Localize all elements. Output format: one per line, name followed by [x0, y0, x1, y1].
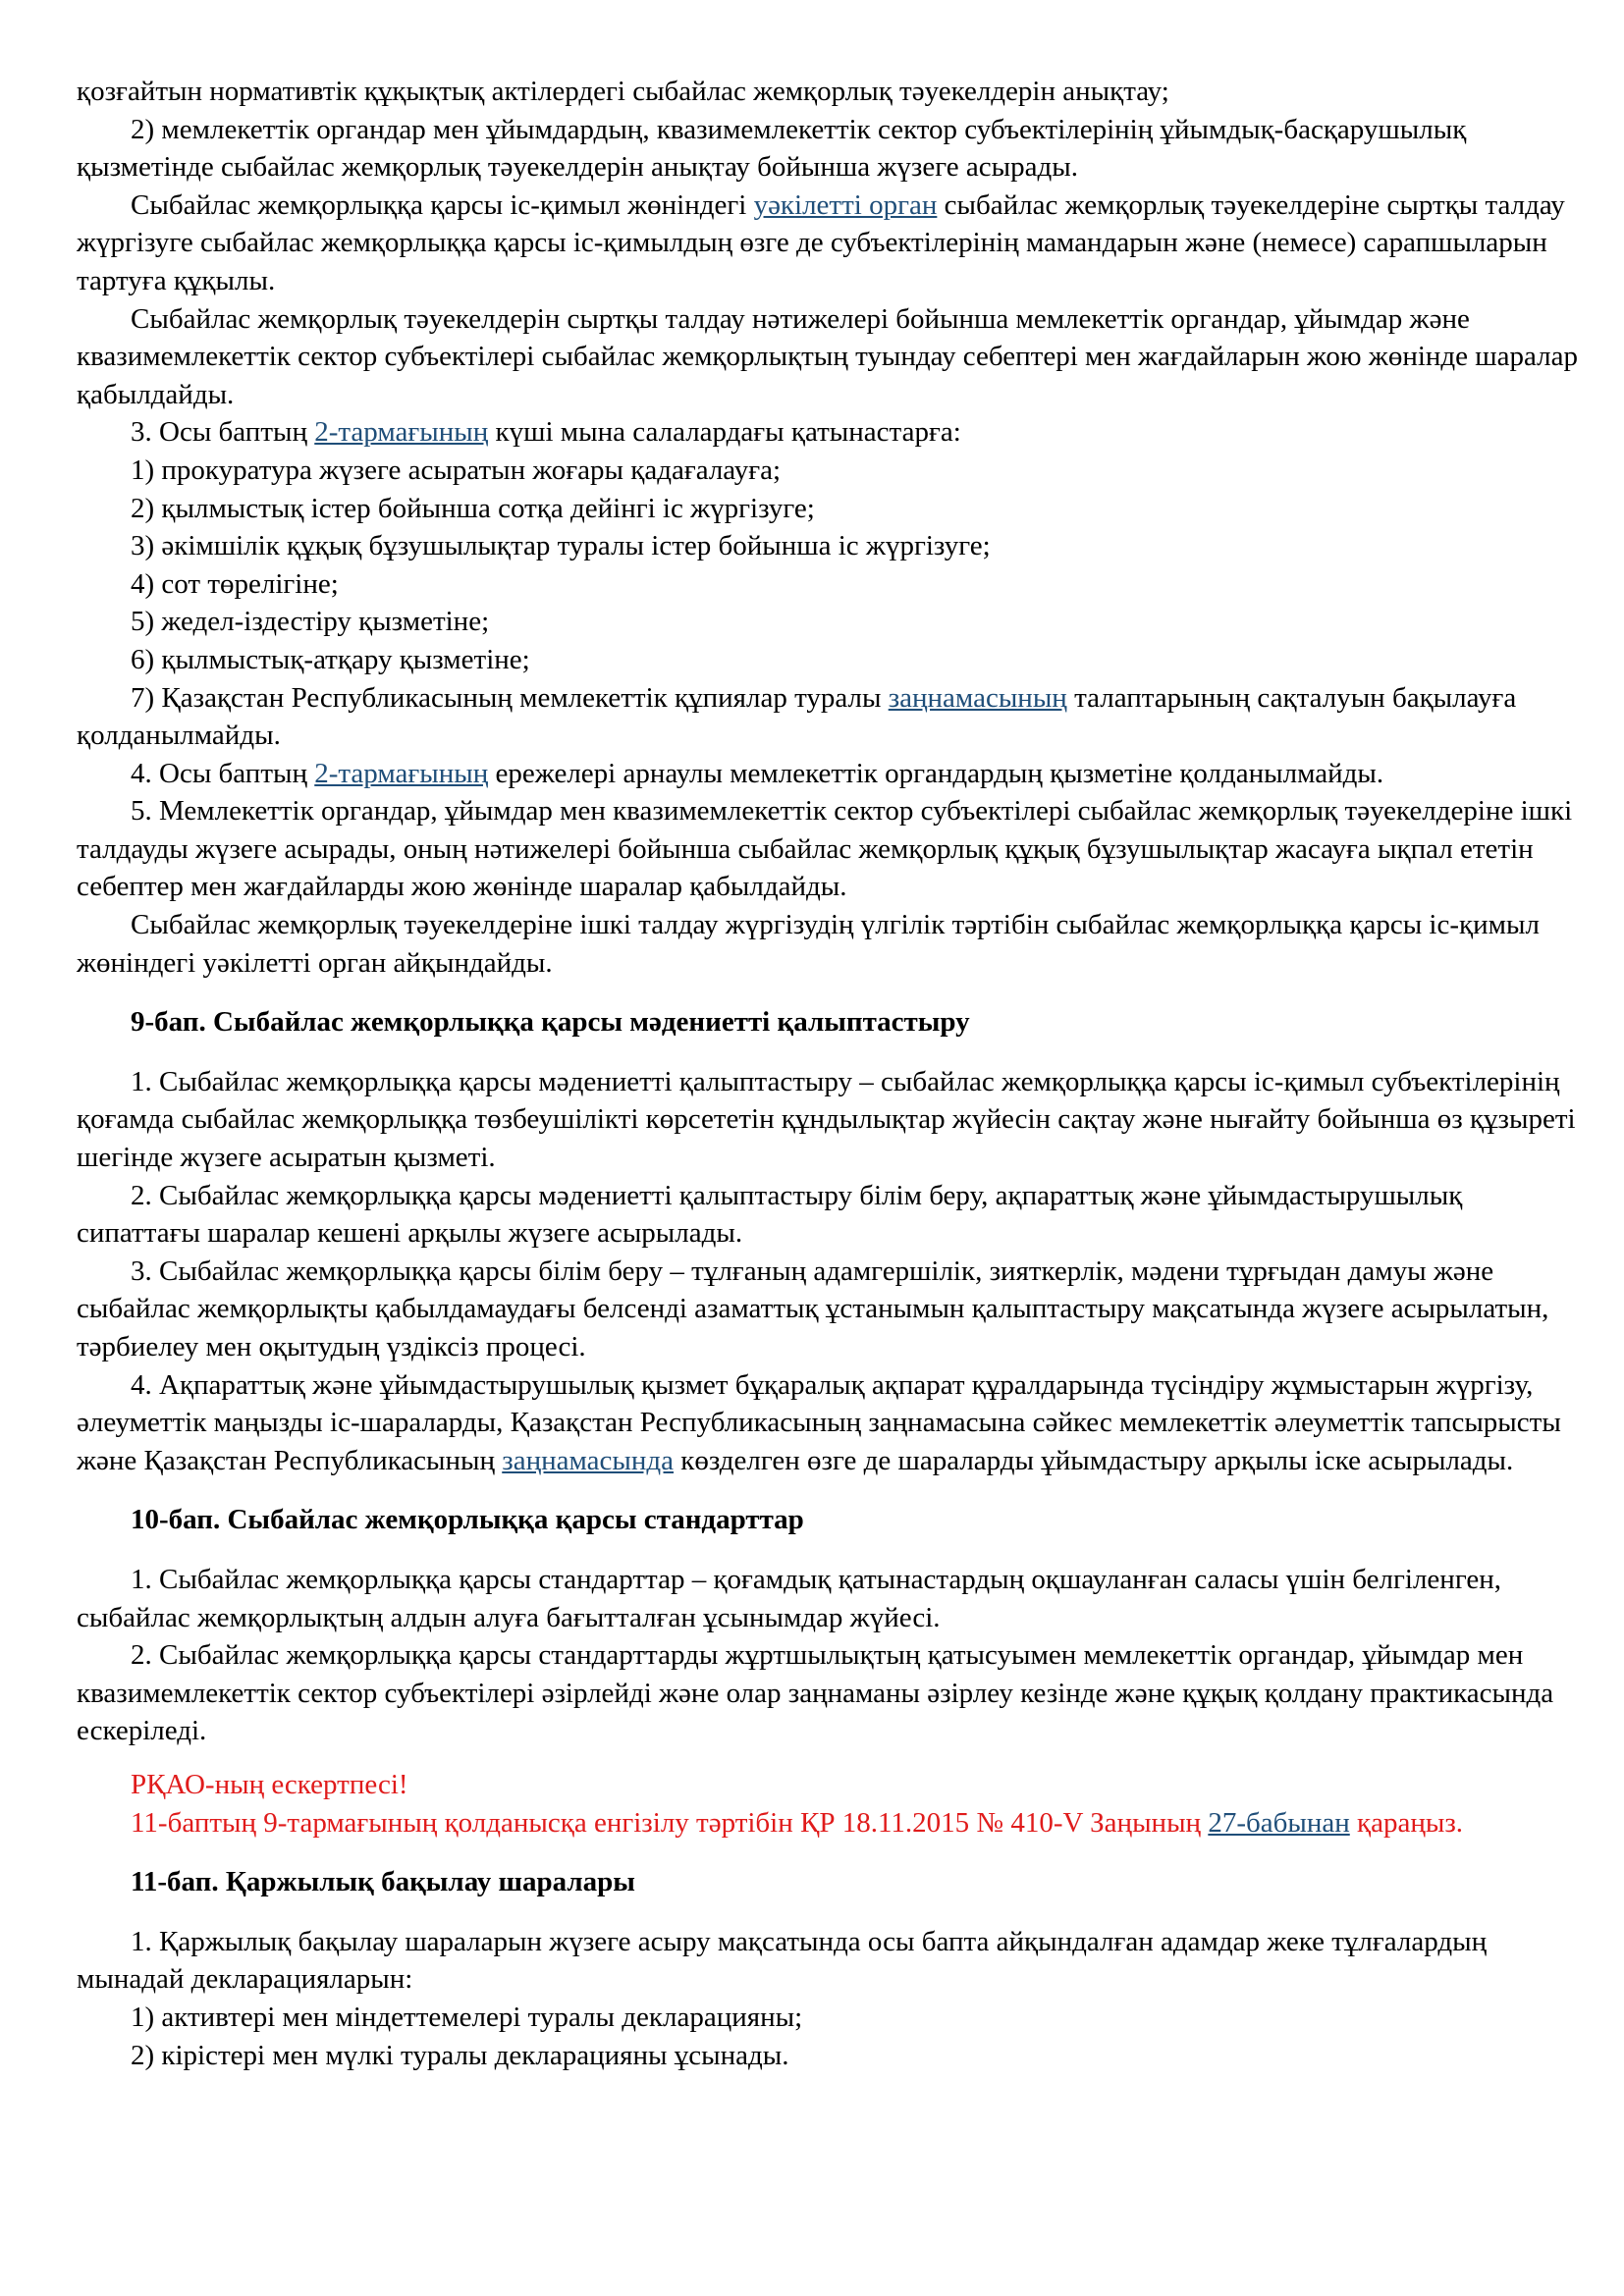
paragraph: 2) мемлекеттік органдар мен ұйымдардың, квазимемлекеттік сектор субъектілерінің ұйымдық-басқарушылық қызметінде сыбайлас жемқорлық тәуекелдерін анықтау бойынша жүзеге асырады.: [77, 113, 1467, 184]
article-27-link[interactable]: 27-бабынан: [1208, 1806, 1350, 1839]
authorized-body-link[interactable]: уәкілетті орган: [753, 188, 938, 221]
text-run: көзделген өзге де шараларды ұйымдастыру арқылы іске асырылады.: [674, 1444, 1514, 1476]
text-run: 7) Қазақстан Республикасының мемлекеттік құпиялар туралы: [131, 681, 889, 714]
paragraph: Сыбайлас жемқорлық тәуекелдерін сыртқы талдау нәтижелері бойынша мемлекеттік органдар, ұйымдар және квазимемлекеттік сектор субъектілері сыбайлас жемқорлықтың туындау себептері мен жағдайларын жою жөнінде шаралар қабылдайды.: [77, 302, 1578, 410]
paragraph: 2. Сыбайлас жемқорлыққа қарсы мәдениетті қалыптастыру білім беру, ақпараттық және ұйымдастырушылық сипаттағы шаралар кешені арқылы жүзеге асырылады.: [77, 1179, 1463, 1250]
paragraph: [77, 755, 1579, 793]
text-run: 11-баптың 9-тармағының қолданысқа енгізілу тәртібін ҚР 18.11.2015 № 410-V Заңының: [131, 1806, 1209, 1839]
paragraph-2-link[interactable]: 2-тармағының: [314, 416, 489, 449]
text-run: талаптарының сақталуын бақылауға қолданылмайды.: [77, 681, 1517, 752]
paragraph: [77, 413, 1579, 452]
paragraph: 2. Сыбайлас жемқорлыққа қарсы стандарттарды жұртшылықтың қатысуымен мемлекеттік органдар, ұйымдар мен квазимемлекеттік сектор субъектілері әзірлейді және олар заңнаманы әзірлеу кезінде және құқық қолдану практикасында ескеріледі.: [77, 1639, 1554, 1747]
list-item: 6) қылмыстық-атқару қызметіне;: [131, 643, 530, 675]
article-9-heading: 9-бап. Сыбайлас жемқорлыққа қарсы мәдениетті қалыптастыру: [131, 1006, 970, 1039]
paragraph: 1. Сыбайлас жемқорлыққа қарсы стандарттар – қоғамдық қатынастардың оқшауланған саласы үшін белгіленген, сыбайлас жемқорлықтың алдын алуға бағытталған ұсынымдар жүйесі.: [77, 1563, 1501, 1633]
list-item: 4) сот төрелігіне;: [131, 567, 339, 600]
editor-note-title: РҚАО-ның ескертпесі!: [131, 1768, 408, 1800]
document-page: [77, 73, 1579, 2074]
article-10-heading: 10-бап. Сыбайлас жемқорлыққа қарсы стандарттар: [131, 1504, 804, 1536]
list-item: 1) прокуратура жүзеге асыратын жоғары қадағалауға;: [131, 454, 782, 486]
editor-note-text: [77, 1804, 1579, 1842]
legislation-link[interactable]: заңнамасында: [502, 1444, 675, 1476]
text-run: 3. Осы баптың: [131, 416, 315, 449]
text-run: сыбайлас жемқорлық тәуекелдеріне сыртқы талдау жүргізуге сыбайлас жемқорлыққа қарсы іс-қимылдың өзге де субъектілерінің мамандарын және (немесе) сарапшыларын тартуға құқылы.: [77, 188, 1565, 296]
paragraph: 1. Қаржылық бақылау шараларын жүзеге асыру мақсатында осы бапта айқындалған адамдар жеке тұлғалардың мынадай декларацияларын:: [77, 1925, 1488, 1996]
paragraph: [77, 187, 1579, 300]
list-item: [77, 679, 1579, 755]
paragraph: қозғайтын нормативтік құқықтық актілердегі сыбайлас жемқорлық тәуекелдерін анықтау;: [77, 76, 1169, 107]
paragraph: 3. Сыбайлас жемқорлыққа қарсы білім беру – тұлғаның адамгершілік, зияткерлік, мәдени тұрғыдан дамуы және сыбайлас жемқорлықты қабылдамаудағы белсенді азаматтық ұстанымын қалыптастыру мақсатында жүзеге асырылатын, тәрбиелеу мен оқытудың үздіксіз процесі.: [77, 1255, 1549, 1362]
text-run: ережелері арнаулы мемлекеттік органдардың қызметіне қолданылмайды.: [488, 757, 1384, 789]
article-11-heading: 11-бап. Қаржылық бақылау шаралары: [131, 1866, 635, 1898]
list-item: 2) кірістері мен мүлкі туралы декларацияны ұсынады.: [131, 2039, 789, 2071]
list-item: 3) әкімшілік құқық бұзушылықтар туралы істер бойынша іс жүргізуге;: [131, 530, 991, 562]
text-run: Сыбайлас жемқорлыққа қарсы іс-қимыл жөніндегі: [131, 188, 754, 221]
paragraph: 5. Мемлекеттік органдар, ұйымдар мен квазимемлекеттік сектор субъектілері сыбайлас жемқорлық тәуекелдеріне ішкі талдауды жүзеге асырады, оның нәтижелері бойынша сыбайлас жемқорлық құқық бұзушылықтар жасауға ықпал ететін себептер мен жағдайларды жою жөнінде шаралар қабылдайды.: [77, 795, 1573, 903]
paragraph: Сыбайлас жемқорлық тәуекелдеріне ішкі талдау жүргізудің үлгілік тәртібін сыбайлас жемқорлыққа қарсы іс-қимыл жөніндегі уәкілетті орган айқындайды.: [77, 909, 1540, 979]
paragraph: 1. Сыбайлас жемқорлыққа қарсы мәдениетті қалыптастыру – сыбайлас жемқорлыққа қарсы іс-қимыл субъектілерінің қоғамда сыбайлас жемқорлыққа төзбеушілікті көрсететін құндылықтар жүйесін сақтау және нығайту бойынша өз құзыреті шегінде жүзеге асыратын қызметі.: [77, 1065, 1576, 1174]
paragraph: [77, 1366, 1579, 1480]
text-run: күші мына салалардағы қатынастарға:: [488, 416, 961, 449]
list-item: 2) қылмыстық істер бойынша сотқа дейінгі іс жүргізуге;: [131, 492, 815, 524]
text-run: 4. Ақпараттық және ұйымдастырушылық қызмет бұқаралық ақпарат құралдарында түсіндіру жұмыстарын жүргізу, әлеуметтік маңызды іс-шараларды, Қазақстан Республикасының заңнамасына сәйкес мемлекеттік әлеуметтік тапсырысты және Қазақстан Республикасының: [77, 1368, 1561, 1476]
list-item: 1) активтері мен міндеттемелері туралы декларацияны;: [131, 2001, 803, 2033]
list-item: 5) жедел-іздестіру қызметіне;: [131, 606, 490, 638]
text-run: 4. Осы баптың: [131, 757, 315, 789]
text-run: қараңыз.: [1349, 1806, 1464, 1839]
legislation-link[interactable]: заңнамасының: [888, 681, 1067, 714]
paragraph-2-link[interactable]: 2-тармағының: [314, 757, 489, 789]
